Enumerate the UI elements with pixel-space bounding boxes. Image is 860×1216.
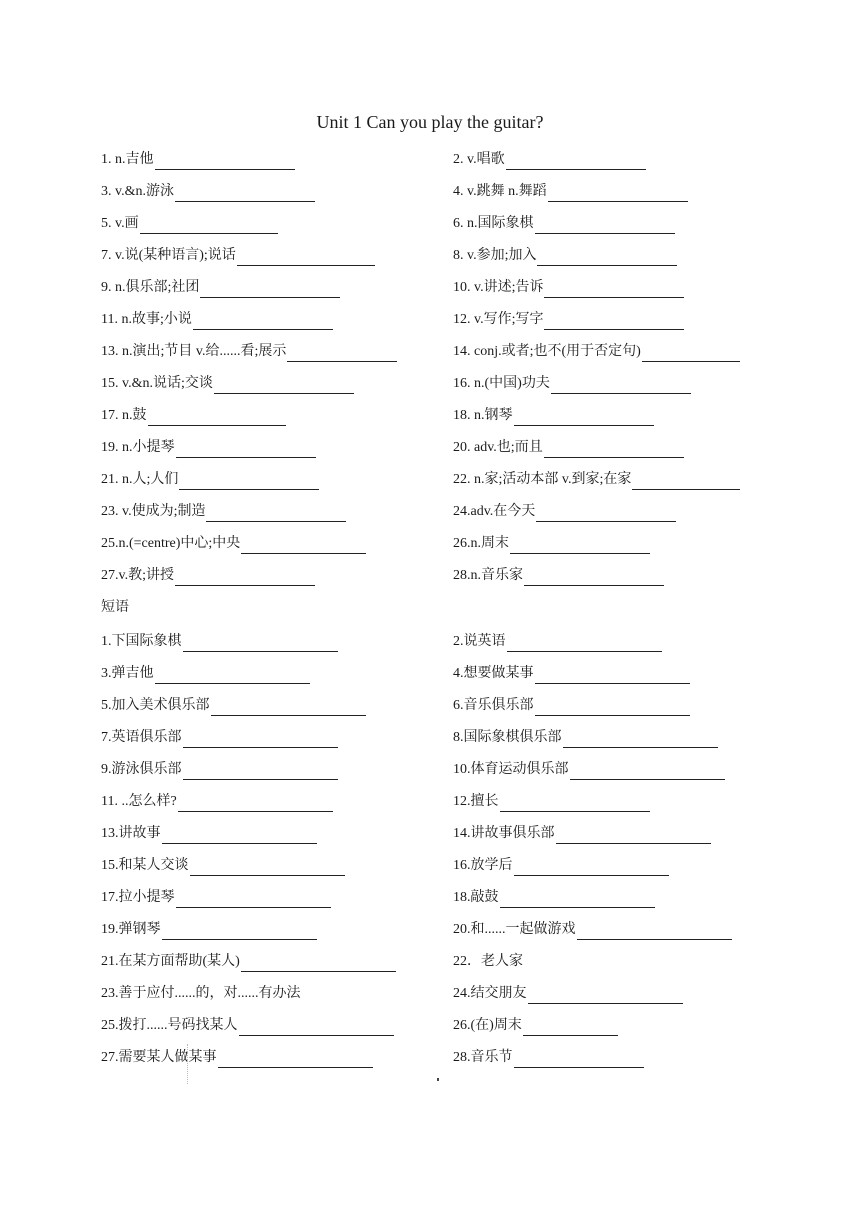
answer-blank[interactable] xyxy=(183,732,338,748)
vocab-item xyxy=(101,180,315,202)
item-label: 22. n.家;活动本部 v.到家;在家 xyxy=(453,472,632,487)
item-label: 2.说英语 xyxy=(453,634,506,649)
item-label: 4.想要做某事 xyxy=(453,666,534,681)
vocab-item xyxy=(453,308,684,330)
phrase-item xyxy=(101,1014,394,1036)
answer-blank[interactable] xyxy=(510,538,650,554)
item-label: 6. n.国际象棋 xyxy=(453,216,534,231)
vocab-item xyxy=(101,404,286,426)
phrase-item xyxy=(101,694,366,716)
vocab-item xyxy=(101,148,295,170)
phrase-item xyxy=(101,1046,373,1068)
item-label: 18.敲鼓 xyxy=(453,890,499,905)
vocab-item xyxy=(101,244,375,266)
vocab-item xyxy=(101,212,278,234)
answer-blank[interactable] xyxy=(176,892,331,908)
answer-blank[interactable] xyxy=(535,218,675,234)
item-label: 17.拉小提琴 xyxy=(101,890,175,905)
answer-blank[interactable] xyxy=(206,506,346,522)
item-label: 1.下国际象棋 xyxy=(101,634,182,649)
vocab-item xyxy=(101,372,354,394)
item-label: 13.讲故事 xyxy=(101,826,161,841)
answer-blank[interactable] xyxy=(140,218,278,234)
answer-blank[interactable] xyxy=(200,282,340,298)
answer-blank[interactable] xyxy=(551,378,691,394)
answer-blank[interactable] xyxy=(162,924,317,940)
phrase-item xyxy=(453,1014,618,1036)
vocab-item xyxy=(453,532,650,554)
vocab-item xyxy=(453,180,688,202)
answer-blank[interactable] xyxy=(500,796,650,812)
phrase-item xyxy=(101,886,331,908)
answer-blank[interactable] xyxy=(193,314,333,330)
answer-blank[interactable] xyxy=(524,570,664,586)
phrase-item xyxy=(453,950,523,972)
answer-blank[interactable] xyxy=(523,1020,618,1036)
answer-blank[interactable] xyxy=(507,636,662,652)
answer-blank[interactable] xyxy=(183,764,338,780)
vocab-item xyxy=(101,468,319,490)
answer-blank[interactable] xyxy=(556,828,711,844)
vocab-item xyxy=(453,244,677,266)
item-label: 28.音乐节 xyxy=(453,1050,513,1065)
item-label: 26.(在)周末 xyxy=(453,1018,522,1033)
phrase-item xyxy=(101,662,310,684)
item-label: 8.国际象棋俱乐部 xyxy=(453,730,562,745)
answer-blank[interactable] xyxy=(175,186,315,202)
phrase-item xyxy=(101,854,345,876)
vocab-item xyxy=(101,436,316,458)
vocab-item xyxy=(101,308,333,330)
vocab-item xyxy=(453,404,654,426)
item-label: 19. n.小提琴 xyxy=(101,440,175,455)
vocab-item xyxy=(101,340,397,362)
answer-blank[interactable] xyxy=(214,378,354,394)
item-label: 3. v.&n.游泳 xyxy=(101,184,174,199)
phrase-item xyxy=(453,982,683,1004)
answer-blank[interactable] xyxy=(155,668,310,684)
answer-blank[interactable] xyxy=(544,314,684,330)
answer-blank[interactable] xyxy=(241,956,396,972)
phrase-item xyxy=(101,726,338,748)
phrase-item xyxy=(101,630,338,652)
vocab-item xyxy=(453,372,691,394)
item-label: 23.善于应付......的，对......有办法 xyxy=(101,986,301,1001)
answer-blank[interactable] xyxy=(239,1020,394,1036)
item-label: 28.n.音乐家 xyxy=(453,568,523,583)
answer-blank[interactable] xyxy=(506,154,646,170)
phrase-item xyxy=(453,886,655,908)
answer-blank[interactable] xyxy=(175,570,315,586)
answer-blank[interactable] xyxy=(548,186,688,202)
answer-blank[interactable] xyxy=(514,410,654,426)
item-label: 24.adv.在今天 xyxy=(453,504,536,519)
phrase-item xyxy=(453,822,711,844)
answer-blank[interactable] xyxy=(162,828,317,844)
item-label: 12.擅长 xyxy=(453,794,499,809)
phrases-heading: 短语 xyxy=(101,600,129,615)
item-label: 19.弹钢琴 xyxy=(101,922,161,937)
item-label: 24.结交朋友 xyxy=(453,986,527,1001)
stray-mark xyxy=(437,1078,439,1081)
item-label: 3.弹吉他 xyxy=(101,666,154,681)
item-label: 4. v.跳舞 n.舞蹈 xyxy=(453,184,547,199)
item-label: 14. conj.或者;也不(用于否定句) xyxy=(453,344,641,359)
phrase-item xyxy=(101,982,301,1004)
item-label: 5.加入美术俱乐部 xyxy=(101,698,210,713)
answer-blank[interactable] xyxy=(514,1052,644,1068)
phrase-item xyxy=(101,950,396,972)
phrase-item xyxy=(453,758,725,780)
vocab-item xyxy=(453,148,646,170)
vocab-item xyxy=(453,468,740,490)
vocab-item xyxy=(453,436,684,458)
answer-blank[interactable] xyxy=(544,442,684,458)
item-label: 25.n.(=centre)中心;中央 xyxy=(101,536,241,551)
item-label: 9.游泳俱乐部 xyxy=(101,762,182,777)
answer-blank[interactable] xyxy=(176,442,316,458)
item-label: 11. ..怎么样? xyxy=(101,794,177,809)
item-label: 21. n.人;人们 xyxy=(101,472,179,487)
answer-blank[interactable] xyxy=(500,892,655,908)
item-label: 7. v.说(某种语言);说话 xyxy=(101,248,236,263)
vocab-item xyxy=(453,212,675,234)
phrase-item xyxy=(453,694,690,716)
item-label: 15. v.&n.说话;交谈 xyxy=(101,376,213,391)
item-label: 16.放学后 xyxy=(453,858,513,873)
item-label: 18. n.钢琴 xyxy=(453,408,513,423)
item-label: 15.和某人交谈 xyxy=(101,858,189,873)
phrase-item xyxy=(101,758,338,780)
answer-blank[interactable] xyxy=(570,764,725,780)
item-label: 20. adv.也;而且 xyxy=(453,440,543,455)
answer-blank[interactable] xyxy=(632,474,740,490)
answer-blank[interactable] xyxy=(218,1052,373,1068)
item-label: 26.n.周末 xyxy=(453,536,509,551)
vocab-item xyxy=(101,500,346,522)
answer-blank[interactable] xyxy=(544,282,684,298)
item-label: 6.音乐俱乐部 xyxy=(453,698,534,713)
page-title: Unit 1 Can you play the guitar? xyxy=(316,112,544,132)
vocab-item xyxy=(453,276,684,298)
phrase-item xyxy=(453,790,650,812)
answer-blank[interactable] xyxy=(514,860,669,876)
item-label: 2. v.唱歌 xyxy=(453,152,505,167)
answer-blank[interactable] xyxy=(148,410,286,426)
item-label: 16. n.(中国)功夫 xyxy=(453,376,550,391)
answer-blank[interactable] xyxy=(528,988,683,1004)
item-label: 11. n.故事;小说 xyxy=(101,312,192,327)
vocab-item xyxy=(453,500,676,522)
answer-blank[interactable] xyxy=(241,538,366,554)
answer-blank[interactable] xyxy=(179,474,319,490)
item-label: 12. v.写作;写字 xyxy=(453,312,544,327)
phrase-item xyxy=(101,790,333,812)
item-label: 10. v.讲述;告诉 xyxy=(453,280,544,295)
answer-blank[interactable] xyxy=(183,636,338,652)
answer-blank[interactable] xyxy=(155,154,295,170)
item-label: 5. v.画 xyxy=(101,216,139,231)
item-label: 14.讲故事俱乐部 xyxy=(453,826,555,841)
phrase-item xyxy=(453,662,690,684)
item-label: 27.需要某人做某事 xyxy=(101,1050,217,1065)
margin-mark xyxy=(187,1044,189,1084)
item-label: 17. n.鼓 xyxy=(101,408,147,423)
answer-blank[interactable] xyxy=(178,796,333,812)
item-label: 23. v.使成为;制造 xyxy=(101,504,206,519)
answer-blank[interactable] xyxy=(287,346,397,362)
answer-blank[interactable] xyxy=(211,700,366,716)
phrase-item xyxy=(453,630,662,652)
phrase-item xyxy=(453,726,718,748)
answer-blank[interactable] xyxy=(190,860,345,876)
phrase-item xyxy=(453,1046,644,1068)
vocab-item xyxy=(453,340,740,362)
item-label: 8. v.参加;加入 xyxy=(453,248,537,263)
item-label: 1. n.吉他 xyxy=(101,152,154,167)
item-label: 21.在某方面帮助(某人) xyxy=(101,954,240,969)
vocab-item xyxy=(101,276,340,298)
answer-blank[interactable] xyxy=(642,346,740,362)
vocab-item xyxy=(101,532,366,554)
answer-blank[interactable] xyxy=(563,732,718,748)
answer-blank[interactable] xyxy=(535,668,690,684)
item-label: 10.体育运动俱乐部 xyxy=(453,762,569,777)
phrase-item xyxy=(453,918,732,940)
item-label: 25.拨打......号码找某人 xyxy=(101,1018,238,1033)
item-label: 27.v.教;讲授 xyxy=(101,568,174,583)
phrase-item xyxy=(101,822,317,844)
vocab-item xyxy=(453,564,664,586)
item-label: 9. n.俱乐部;社团 xyxy=(101,280,200,295)
answer-blank[interactable] xyxy=(577,924,732,940)
phrase-item xyxy=(453,854,669,876)
item-label: 20.和......一起做游戏 xyxy=(453,922,576,937)
phrase-item xyxy=(101,918,317,940)
item-label: 22．老人家 xyxy=(453,954,523,969)
vocab-item xyxy=(101,564,315,586)
item-label: 7.英语俱乐部 xyxy=(101,730,182,745)
item-label: 13. n.演出;节目 v.给......看;展示 xyxy=(101,344,287,359)
answer-blank[interactable] xyxy=(535,700,690,716)
answer-blank[interactable] xyxy=(536,506,676,522)
answer-blank[interactable] xyxy=(237,250,375,266)
answer-blank[interactable] xyxy=(537,250,677,266)
